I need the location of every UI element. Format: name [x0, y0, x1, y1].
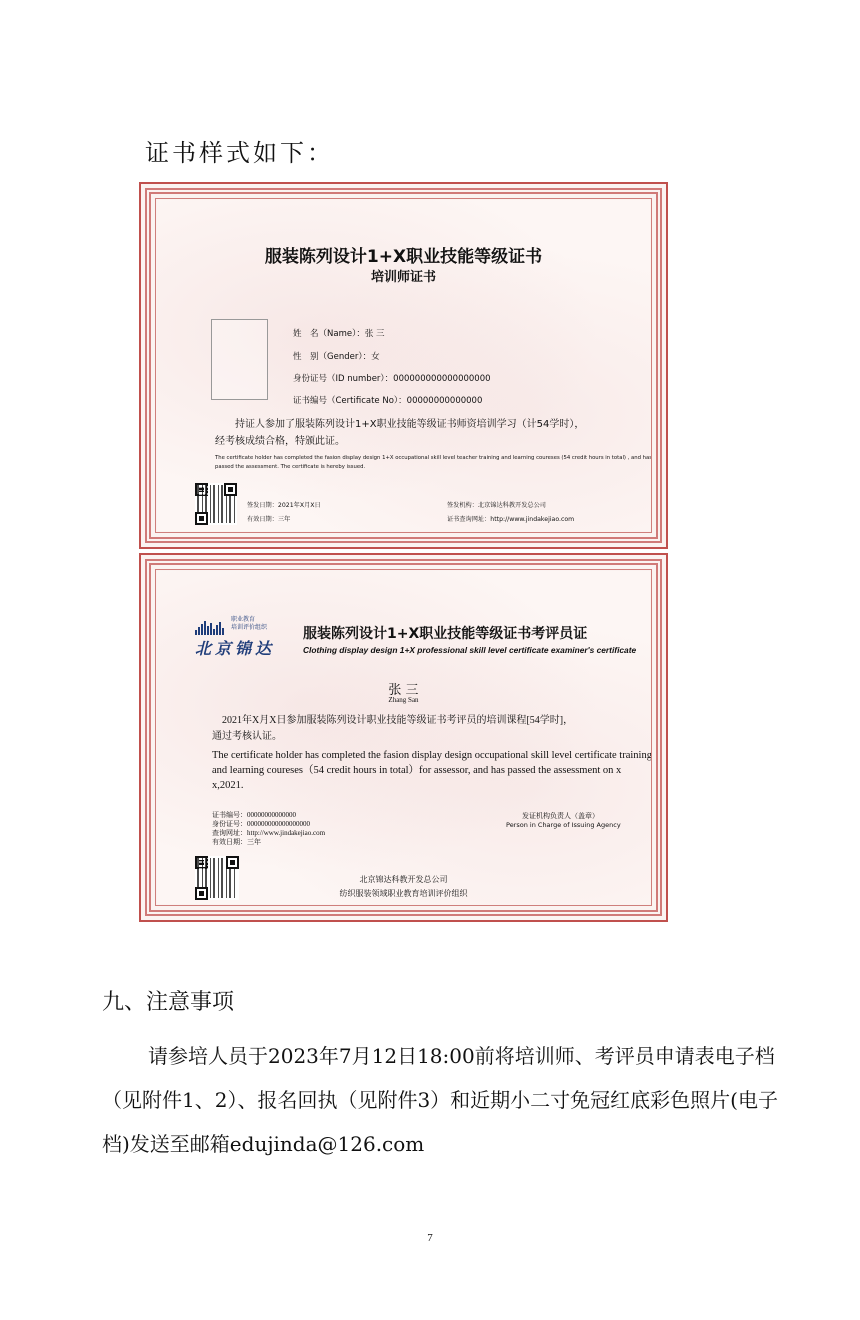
qr-code-icon	[195, 483, 237, 525]
statement-line-1: 持证人参加了服装陈列设计1+X职业技能等级证书师资培训学习（计54学时），	[235, 419, 585, 430]
issue-date: 签发日期：2021年X月X日	[247, 502, 321, 509]
statement-line-2: 通过考核认证。	[212, 731, 282, 742]
organization-2: 纺织服装领域职业教育培训评价组织	[339, 889, 468, 898]
logo-name: 北京锦达	[195, 639, 276, 658]
statement-english: The certificate holder has completed the fasion display design 1+X occupational skill level teacher training and learning coureses (54 credit hours in total) , and has passed the assessment. The certificate is hereby issued.	[215, 455, 653, 470]
logo-line-1: 职业教育	[231, 616, 256, 623]
field-gender: 性 别（Gender）：女	[293, 352, 380, 362]
logo-caption	[231, 616, 267, 632]
agency-person-en: Person in Charge of Issuing Agency	[506, 821, 621, 829]
trainer-certificate	[139, 182, 668, 549]
qr-code-icon	[195, 856, 239, 900]
page-number: 7	[427, 1232, 433, 1244]
field-id-number: 身份证号（ID number）：000000000000000000	[293, 374, 491, 384]
certificate-title: 服装陈列设计1+X职业技能等级证书	[264, 247, 543, 267]
valid-period: 有效日期：三年	[212, 838, 261, 846]
logo-bars-icon	[195, 616, 228, 630]
examiner-certificate	[139, 553, 668, 922]
certificate-subtitle: 培训师证书	[370, 270, 436, 285]
issuing-agency: 签发机构：北京锦达科教开发总公司	[447, 502, 546, 509]
statement-english: The certificate holder has completed the fasion display design occupational skill level certificate training and learning coureses（54 credit hours in total）for assessor, and has passed the assessment on x x,2021.	[212, 750, 652, 791]
intro-text: 证书样式如下：	[145, 139, 334, 167]
certificate-title: 服装陈列设计1+X职业技能等级证书考评员证	[303, 626, 588, 642]
holder-name: 张 三	[388, 683, 419, 698]
id-number: 身份证号：000000000000000000	[212, 820, 310, 828]
query-url: 查询网址：http://www.jindakejiao.com	[212, 829, 326, 837]
notice-paragraph	[102, 1034, 792, 1166]
logo-line-2: 培训评价组织	[231, 624, 268, 631]
statement-line-2: 经考核成绩合格，特颁此证。	[215, 436, 345, 447]
certificate-number: 证书编号：00000000000000	[212, 811, 296, 819]
section-title: 九、注意事项	[102, 990, 235, 1015]
organization-1: 北京锦达科教开发总公司	[359, 875, 448, 884]
notice-text: 请参培人员于2023年7月12日18:00前将培训师、考评员申请表电子档（见附件1、2）、报名回执（见附件3）和近期小二寸免冠红底彩色照片(电子档)发送至邮箱edujinda@126.com	[102, 1044, 778, 1156]
query-url: 证书查询网址：http://www.jindakejiao.com	[447, 516, 575, 523]
field-name: 姓 名（Name）：张 三	[293, 329, 385, 339]
certificate-body	[157, 571, 650, 904]
holder-name-english: Zhang San	[388, 696, 419, 704]
field-certificate-no: 证书编号（Certificate No）：00000000000000	[293, 396, 483, 406]
photo-placeholder	[211, 319, 268, 400]
valid-period: 有效日期：三年	[247, 516, 291, 523]
statement-line-1: 2021年X月X日参加服装陈列设计职业技能等级证书考评员的培训课程[54学时]，	[222, 715, 574, 726]
certificate-body	[157, 200, 653, 531]
agency-person-cn: 发证机构负责人（盖章）	[522, 812, 599, 820]
certificate-title-english: Clothing display design 1+X professional skill level certificate examiner's certificate	[303, 645, 637, 655]
